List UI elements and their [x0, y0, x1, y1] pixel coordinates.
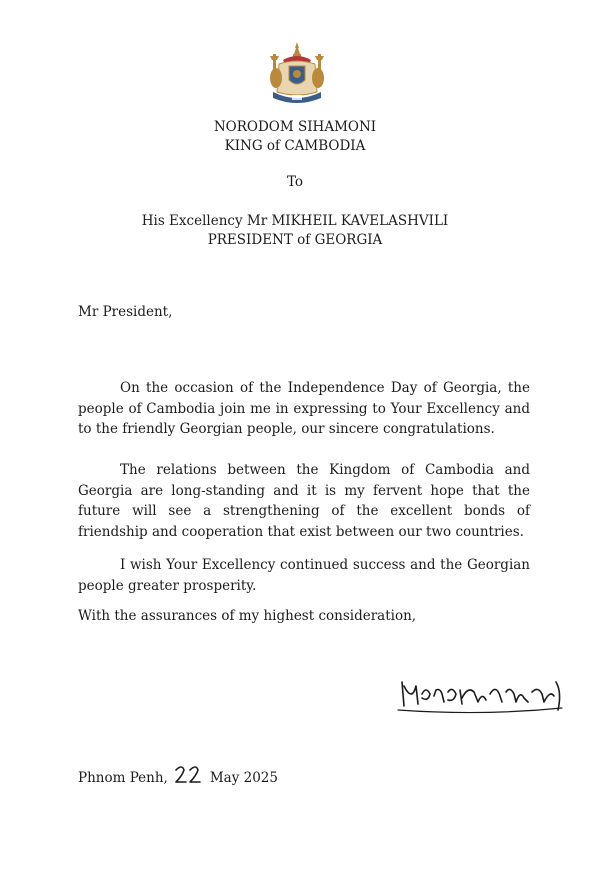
royal-coat-of-arms-emblem — [265, 40, 329, 106]
handwritten-day — [172, 764, 206, 786]
recipient-title: PRESIDENT of GEORGIA — [207, 232, 383, 248]
dateline-month-year: May 2025 — [209, 770, 278, 786]
sender-name: NORODOM SIHAMONI — [213, 119, 377, 135]
body-paragraph-1: On the occasion of the Independence Day of Georgia, the people of Cambodia join me in expressing to Your Excellency and to the friendly Georgian people, our sincere congratulations. — [78, 380, 530, 437]
salutation: Mr President, — [78, 304, 173, 320]
recipient-name: His Excellency Mr MIKHEIL KAVELASHVILI — [141, 213, 449, 229]
dateline-place: Phnom Penh, — [78, 770, 168, 786]
recipient-block — [0, 212, 590, 250]
sender-title: KING of CAMBODIA — [224, 138, 366, 154]
dateline — [78, 760, 278, 786]
handwritten-signature — [392, 672, 570, 716]
to-label: To — [286, 174, 304, 190]
body-paragraph-3: I wish Your Excellency continued success and the Georgian people greater prosperity. — [78, 557, 530, 594]
sender-block — [0, 118, 590, 156]
body-paragraph-2: The relations between the Kingdom of Cambodia and Georgia are long-standing and it is my fervent hope that the future will see a strengthening of the excellent bonds of friendship and cooperation that exist between our two countries. — [78, 462, 530, 540]
closing-line: With the assurances of my highest consideration, — [78, 608, 417, 624]
